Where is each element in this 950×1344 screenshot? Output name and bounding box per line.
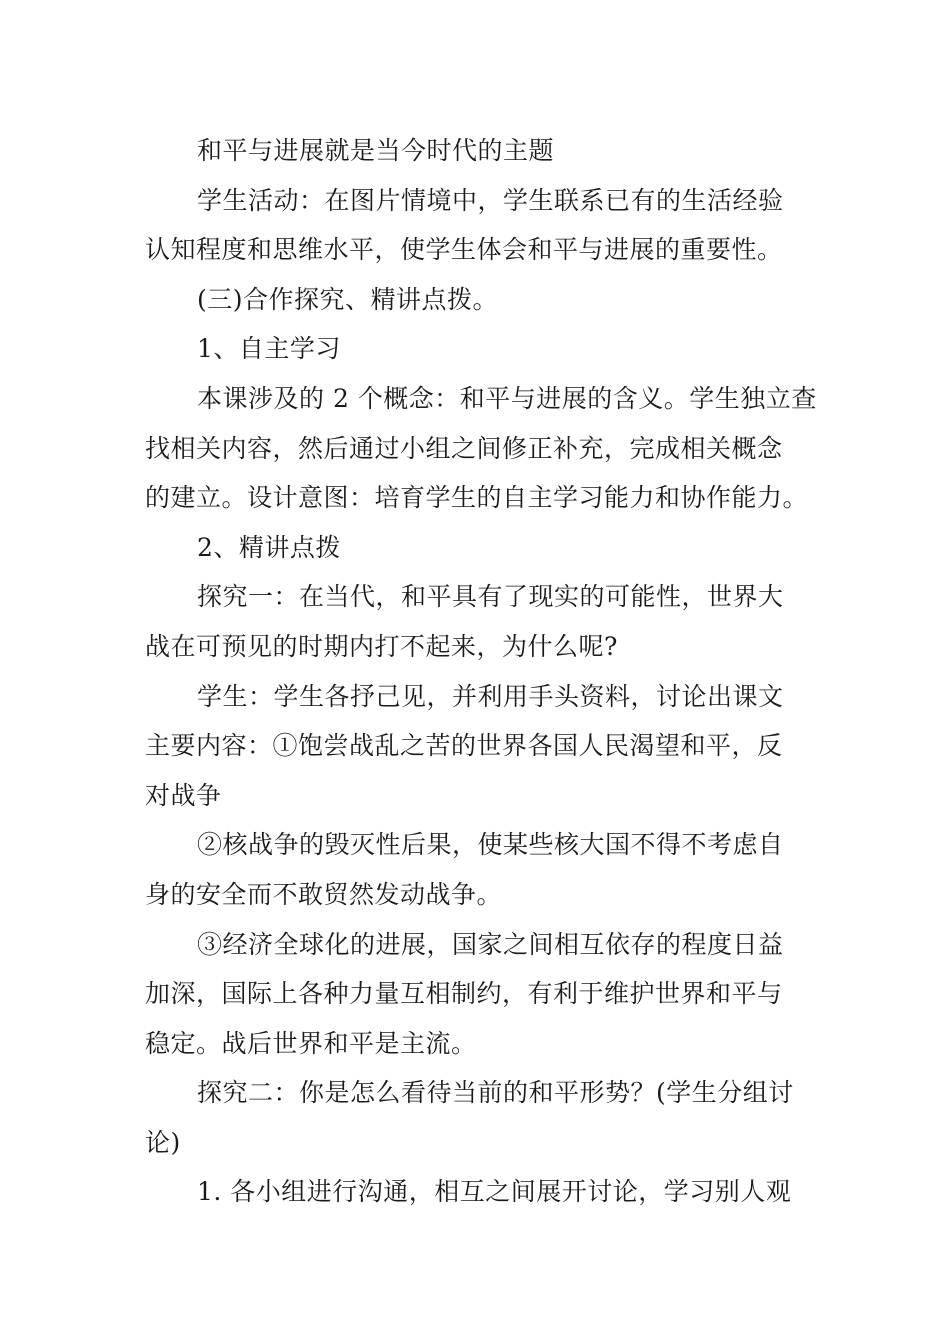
text-line: 稳定。战后世界和平是主流。 — [145, 1028, 477, 1058]
text-line: 战在可预见的时期内打不起来，为什么呢? — [145, 631, 618, 661]
text-line: 的建立。设计意图：培育学生的自主学习能力和协作能力。 — [145, 483, 809, 513]
subheading-self-study — [145, 324, 809, 374]
text-line: ③经济全球化的进展，国家之间相互依存的程度日益 — [197, 929, 784, 959]
text-line: 找相关内容，然后通过小组之间修正补充，完成相关概念 — [145, 433, 783, 463]
text-line: 论) — [145, 1127, 181, 1157]
text-line: 探究二：你是怎么看待当前的和平形势？(学生分组讨 — [197, 1078, 794, 1108]
section-heading-cooperative-inquiry — [145, 275, 809, 325]
paragraph-point-two — [145, 820, 809, 919]
subheading-key-guidance — [145, 523, 809, 573]
text-line: 1. 各小组进行沟通，相互之间展开讨论，学习别人观 — [197, 1177, 792, 1207]
text-line: ②核战争的毁灭性后果，使某些核大国不得不考虑自 — [197, 830, 784, 860]
text-line: 2、精讲点拨 — [197, 532, 341, 562]
paragraph-inquiry-one — [145, 572, 809, 671]
text-line: 和平与进展就是当今时代的主题 — [197, 136, 555, 165]
paragraph-student-activity — [145, 176, 809, 275]
paragraph-point-three — [145, 920, 809, 1069]
text-line: 学生：学生各抒己见，并利用手头资料，讨论出课文 — [197, 681, 784, 711]
text-line: 学生活动：在图片情境中，学生联系已有的生活经验 — [197, 185, 784, 215]
text-line: 1、自主学习 — [197, 334, 341, 364]
text-line: 加深，国际上各种力量互相制约，有利于维护世界和平与 — [145, 979, 783, 1009]
paragraph-group-communication — [145, 1167, 809, 1217]
text-line: (三)合作探究、精讲点拨。 — [197, 284, 499, 314]
text-line: 身的安全而不敢贸然发动战争。 — [145, 879, 503, 909]
paragraph-theme — [145, 126, 809, 176]
document-body — [145, 126, 817, 1217]
paragraph-concepts — [145, 374, 817, 523]
text-line: 主要内容：①饱尝战乱之苦的世界各国人民渴望和平，反 — [145, 731, 783, 761]
paragraph-student-discussion — [145, 672, 809, 821]
paragraph-inquiry-two — [145, 1068, 809, 1167]
text-line: 对战争 — [145, 780, 222, 810]
text-line: 本课涉及的 2 个概念：和平与进展的含义。学生独立查 — [197, 383, 817, 413]
text-line: 探究一：在当代，和平具有了现实的可能性，世界大 — [197, 582, 784, 612]
text-line: 认知程度和思维水平，使学生体会和平与进展的重要性。 — [145, 235, 783, 265]
